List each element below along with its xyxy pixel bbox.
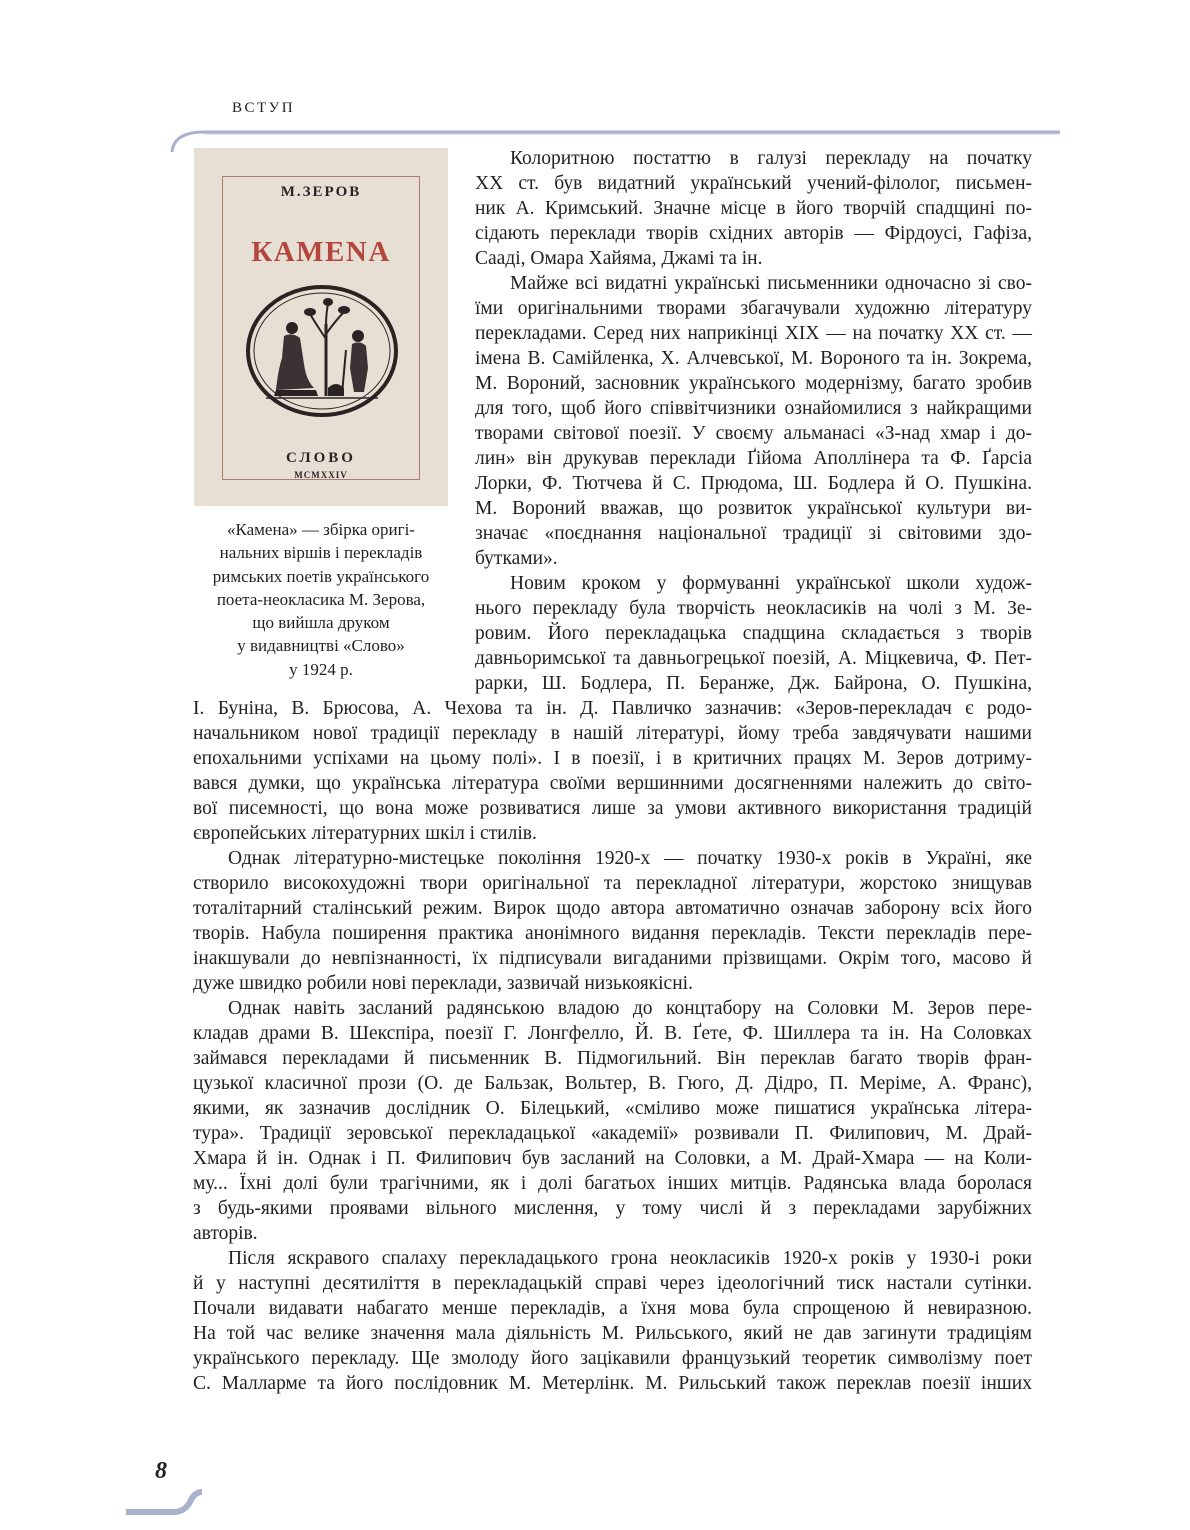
cover-author: М.ЗЕРОВ: [280, 184, 362, 200]
body-line: давньоримської та давньогрецької поезій, А. Міцкевича, Ф. Пет-: [475, 648, 1032, 669]
caption-line: римських поетів українського: [212, 566, 430, 586]
body-line: вої писемності, що вона може розвиватися лише за умови активного використання традицій: [193, 798, 1032, 819]
running-head: ВСТУП: [232, 100, 296, 116]
body-line: для того, щоб його співвітчизники ознайомилися з найкращими: [475, 398, 1032, 419]
body-line: Лорки, Ф. Тютчева й С. Прюдома, Ш. Бодлера й О. Пушкіна.: [475, 473, 1032, 494]
body-line: займався перекладами й письменник В. Підмогильний. Він переклав багато творів фран-: [193, 1048, 1032, 1069]
body-line: XX ст. був видатний український учений-філолог, письмен-: [475, 173, 1032, 194]
body-line: сідають переклади творів східних авторів — Фірдоусі, Гафіза,: [475, 223, 1032, 244]
caption-line: нальних віршів і перекладів: [219, 543, 423, 563]
body-line: Новим кроком у формуванні української школи худож-: [510, 573, 1032, 594]
body-line: епохальними успіхами на цьому полі». І в поезії, і в критичних працях М. Зеров дотриму-: [193, 748, 1032, 769]
body-line: українського перекладу. Ще змолоду його зацікавили французький теоретик символізму поет: [193, 1348, 1032, 1369]
caption-line: у видавництві «Слово»: [237, 636, 405, 656]
body-line: І. Буніна, В. Брюсова, А. Чехова та ін. Д. Павличко зазначив: «Зеров-перекладач є родо-: [193, 698, 1032, 719]
body-line: Майже всі видатні українські письменники одночасно зі сво-: [510, 273, 1032, 294]
body-line: їми оригінальними творами збагачували художню літературу: [475, 298, 1032, 319]
body-line: створило високохудожні твори оригінальної та перекладної літератури, жорстоко знищував: [193, 873, 1032, 894]
cover-medallion-illustration: [246, 284, 398, 418]
body-line: му... Їхні долі були трагічними, як і долі багатьох інших митців. Радянська влада боролася: [193, 1173, 1032, 1194]
caption-line: що вийшла друком: [252, 613, 390, 633]
body-line: імена В. Самійленка, Х. Алчевської, М. Вороного та ін. Зокрема,: [475, 348, 1032, 369]
body-line: авторів.: [193, 1223, 258, 1244]
body-line: Однак навіть засланий радянською владою до концтабору на Соловки М. Зеров пере-: [228, 998, 1032, 1019]
book-cover-image: [194, 148, 448, 506]
body-line: інакшували до невпізнанності, їх підписували вигаданими прізвищами. Окрім того, масово й: [193, 948, 1032, 969]
body-line: С. Малларме та його послідовник М. Метерлінк. М. Рильський також переклав поезії інших: [193, 1373, 1032, 1394]
body-line: тура». Традиції зеровської перекладацької «академії» розвивали П. Филипович, М. Драй-: [193, 1123, 1032, 1144]
body-line: М. Вороний, засновник українського модернізму, багато зробив: [475, 373, 1032, 394]
body-line: ровим. Його перекладацька спадщина складається з творів: [475, 623, 1032, 644]
body-line: цузької класичної прози (О. де Бальзак, Вольтер, В. Гюго, Д. Дідро, П. Меріме, А. Франс),: [193, 1073, 1032, 1094]
caption-line: у 1924 р.: [289, 659, 353, 679]
body-line: перекладами. Серед них наприкінці XIX — на початку XX ст. —: [475, 323, 1032, 344]
caption-line: поета-неокласика М. Зерова,: [216, 589, 426, 609]
body-line: бутками».: [475, 548, 558, 569]
body-line: нього перекладу була творчість неокласиків на чолі з М. Зе-: [475, 598, 1032, 619]
body-line: тоталітарний сталінський режим. Вирок щодо автора автоматично означав заборону всіх його: [193, 898, 1032, 919]
body-line: творів. Набула поширення практика анонімного видання перекладів. Тексти перекладів пере-: [193, 923, 1032, 944]
caption-line: «Камена» — збірка оригі-: [227, 520, 415, 539]
body-line: з будь-якими проявами вільного мислення, у тому числі й з перекладами зарубіжних: [193, 1198, 1032, 1219]
body-line: кладав драми В. Шекспіра, поезії Г. Лонгфелло, Й. В. Ґете, Ф. Шиллера та ін. На Соловках: [193, 1023, 1032, 1044]
body-line: М. Вороний вважав, що розвиток української культури ви-: [475, 498, 1032, 519]
page-number: 8: [155, 1458, 167, 1484]
body-line: Колоритною постаттю в галузі перекладу на початку: [510, 148, 1032, 169]
body-line: На той час велике значення мала діяльність М. Рильського, який не дав загинути традиціям: [193, 1323, 1032, 1344]
body-line: значає «поєднання національної традиції зі світовими здо-: [475, 523, 1032, 544]
figure-caption: [180, 518, 462, 681]
body-line: вався думки, що українська література своїми вершинними досягненнями належить до світо-: [193, 773, 1032, 794]
body-line: Після яскравого спалаху перекладацького грона неокласиків 1920-х років у 1930-і роки: [228, 1248, 1032, 1269]
cover-title: КАМЕNА: [251, 236, 391, 268]
body-line: Почали видавати набагато менше перекладів, а їхня мова була спрощеною й невиразною.: [193, 1298, 1032, 1319]
body-line: начальником нової традиції перекладу в нашій літературі, йому треба завдячувати нашими: [193, 723, 1032, 744]
cover-year: MCMXXIV: [294, 470, 348, 480]
body-line: лин» він друкував переклади Ґійома Аполлінера та Ф. Ґарсіа: [475, 448, 1032, 469]
body-line: якими, як зазначив дослідник О. Білецький, «сміливо може пишатися українська літера-: [193, 1098, 1032, 1119]
body-line: дуже швидко робили нові переклади, зазвичай низькоякісні.: [193, 973, 693, 994]
body-line: й у наступні десятиліття в перекладацькій справі через ідеологічний тиск настали сутінки.: [193, 1273, 1032, 1294]
body-line: рарки, Ш. Бодлера, П. Беранже, Дж. Байрона, О. Пушкіна,: [475, 673, 1032, 694]
cover-publisher: СЛОВО: [286, 450, 356, 466]
body-line: творами світової поезії. У своєму альманасі «З-над хмар і до-: [475, 423, 1032, 444]
body-line: європейських літературних шкіл і стилів.: [193, 823, 537, 844]
body-line: Хмара й ін. Однак і П. Филипович був засланий на Соловки, а М. Драй-Хмара — на Коли-: [193, 1148, 1032, 1169]
footer-decoration: [126, 1484, 206, 1526]
body-line: Однак літературно-мистецьке покоління 1920-х — початку 1930-х років в Україні, яке: [228, 848, 1032, 869]
body-line: ник А. Кримський. Значне місце в його творчій спадщині по-: [475, 198, 1032, 219]
body-line: Сааді, Омара Хайяма, Джамі та ін.: [475, 248, 763, 269]
